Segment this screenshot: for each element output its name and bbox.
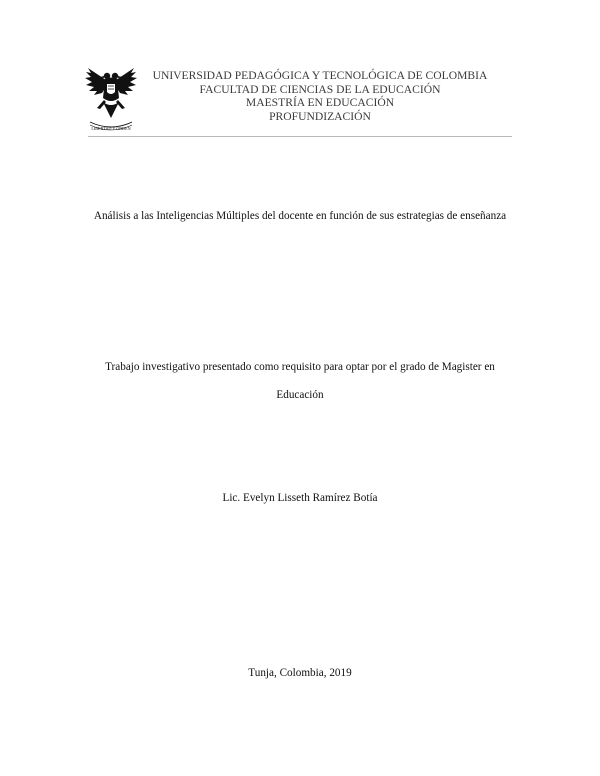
program-name: MAESTRÍA EN EDUCACIÓN bbox=[245, 96, 395, 110]
place-and-date: Tunja, Colombia, 2019 bbox=[248, 667, 352, 679]
university-name: UNIVERSIDAD PEDAGÓGICA Y TECNOLÓGICA DE COLOMBIA bbox=[152, 69, 488, 82]
document-title: Análisis a las Inteligencias Múltiples del docente en función de sus estrategias de enseñanza bbox=[93, 210, 507, 222]
purpose-statement-line-2: Educación bbox=[276, 389, 324, 401]
faculty-name: FACULTAD DE CIENCIAS DE LA EDUCACIÓN bbox=[199, 82, 441, 96]
header-divider bbox=[88, 136, 512, 137]
institution-header bbox=[140, 69, 500, 123]
purpose-statement-line-1: Trabajo investigativo presentado como requisito para optar por el grado de Magister en bbox=[105, 361, 495, 373]
eagle-crest-icon bbox=[82, 64, 140, 136]
program-modality: PROFUNDIZACIÓN bbox=[269, 109, 371, 123]
logo-motto: LIBERTAD Y ORDEN bbox=[91, 126, 131, 131]
author-name: Lic. Evelyn Lisseth Ramírez Botía bbox=[222, 492, 378, 504]
